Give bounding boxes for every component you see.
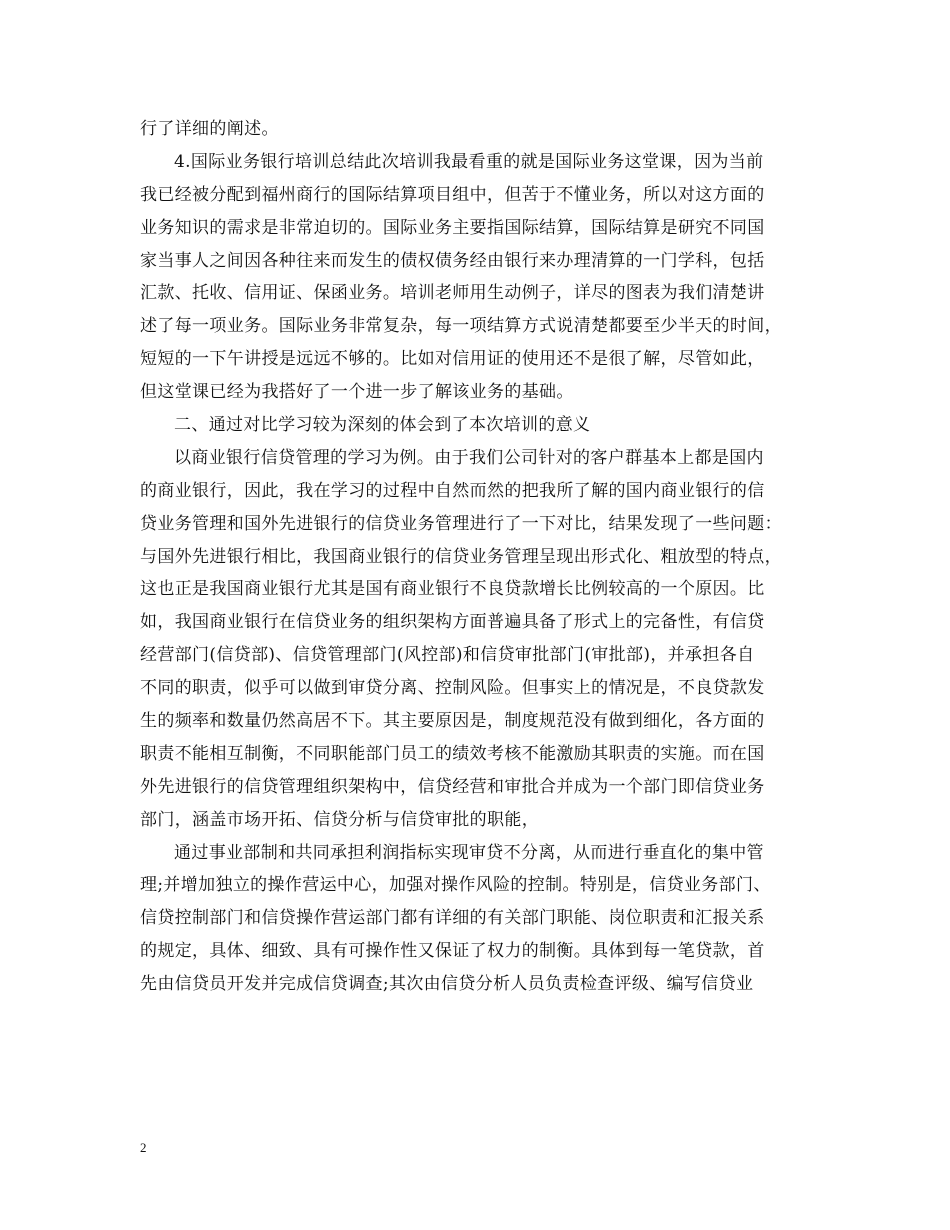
text-line: 短短的一下午讲授是远远不够的。比如对信用证的使用还不是很了解，尽管如此， xyxy=(140,349,765,370)
text-line: 但这堂课已经为我搭好了一个进一步了解该业务的基础。 xyxy=(140,382,574,403)
text-line: 家当事人之间因各种往来而发生的债权债务经由银行来办理清算的一门学科，包括 xyxy=(140,250,765,271)
text-line: 业务知识的需求是非常迫切的。国际业务主要指国际结算，国际结算是研究不同国 xyxy=(140,217,765,238)
text-line: 这也正是我国商业银行尤其是国有商业银行不良贷款增长比例较高的一个原因。比 xyxy=(140,579,765,600)
text-line: 理;并增加独立的操作营运中心，加强对操作风险的控制。特别是，信贷业务部门、 xyxy=(140,875,771,896)
text-line: 先由信贷员开发并完成信贷调查;其次由信贷分析人员负责检查评级、编写信贷业 xyxy=(140,974,754,995)
text-line: 部门，涵盖市场开拓、信贷分析与信贷审批的职能， xyxy=(140,809,540,830)
text-line: 述了每一项业务。国际业务非常复杂，每一项结算方式说清楚都要至少半天的时间， xyxy=(140,316,782,337)
text-line: 的规定，具体、细致、具有可操作性又保证了权力的制衡。具体到每一笔贷款，首 xyxy=(140,941,765,962)
text-line: 不同的职责，似乎可以做到审贷分离、控制风险。但事实上的情况是，不良贷款发 xyxy=(140,678,765,699)
paragraph-first-line: 4.国际业务银行培训总结此次培训我最看重的就是国际业务这堂课，因为当前 xyxy=(174,151,764,172)
text-line: 职责不能相互制衡，不同职能部门员工的绩效考核不能激励其职责的实施。而在国 xyxy=(140,743,765,764)
paragraph-first-line: 通过事业部制和共同承担利润指标实现审贷不分离，从而进行垂直化的集中管 xyxy=(174,842,764,863)
text-line: 外先进银行的信贷管理组织架构中，信贷经营和审批合并成为一个部门即信贷业务 xyxy=(140,776,765,797)
text-line: 生的频率和数量仍然高居不下。其主要原因是，制度规范没有做到细化，各方面的 xyxy=(140,711,765,732)
document-body xyxy=(140,113,820,1001)
text-line: 汇款、托收、信用证、保函业务。培训老师用生动例子，详尽的图表为我们清楚讲 xyxy=(140,283,765,304)
text-line: 行了详细的阐述。 xyxy=(140,119,279,139)
page-number: 2 xyxy=(140,1140,147,1155)
text-line: 我已经被分配到福州商行的国际结算项目组中，但苦于不懂业务，所以对这方面的 xyxy=(140,184,765,205)
text-line: 如，我国商业银行在信贷业务的组织架构方面普遍具备了形式上的完备性，有信贷 xyxy=(140,612,765,633)
paragraph-first-line: 以商业银行信贷管理的学习为例。由于我们公司针对的客户群基本上都是国内 xyxy=(174,447,764,468)
text-line: 贷业务管理和国外先进银行的信贷业务管理进行了一下对比，结果发现了一些问题： xyxy=(140,513,782,534)
text-line: 与国外先进银行相比，我国商业银行的信贷业务管理呈现出形式化、粗放型的特点， xyxy=(140,546,782,567)
section-heading: 二、通过对比学习较为深刻的体会到了本次培训的意义 xyxy=(174,415,591,436)
text-line: 信贷控制部门和信贷操作营运部门都有详细的有关部门职能、岗位职责和汇报关系 xyxy=(140,908,765,929)
text-line: 经营部门(信贷部)、信贷管理部门(风控部)和信贷审批部门(审批部)，并承担各自 xyxy=(140,645,755,666)
text-line: 的商业银行，因此，我在学习的过程中自然而然的把我所了解的国内商业银行的信 xyxy=(140,480,765,501)
